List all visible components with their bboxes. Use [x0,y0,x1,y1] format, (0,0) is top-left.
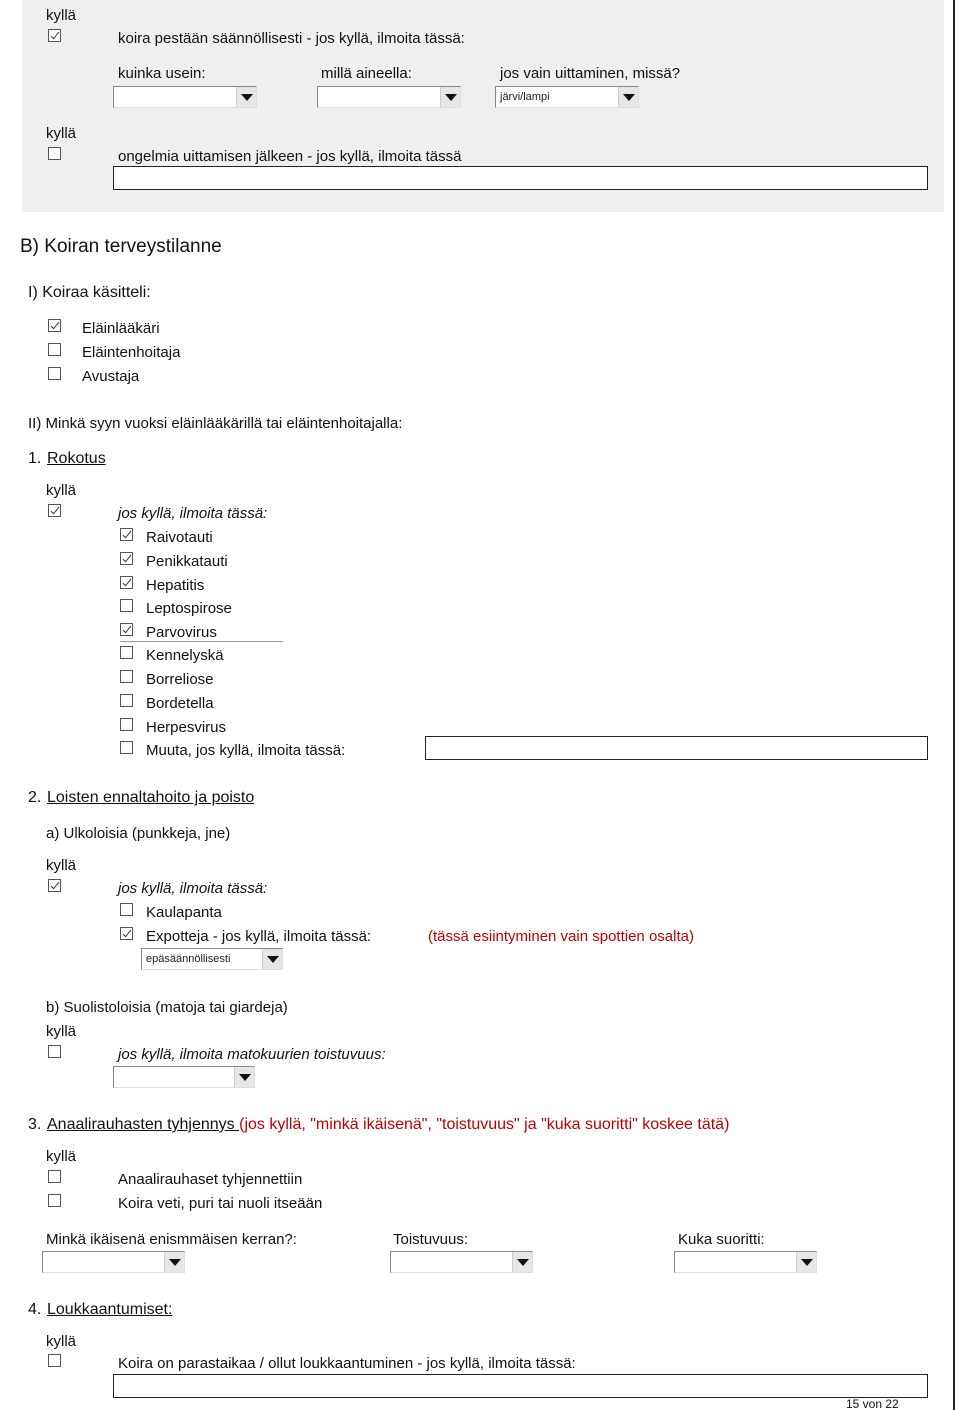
external-parasites-checkbox[interactable] [48,879,61,892]
vaccine-label: Penikkatauti [146,553,228,570]
yes-label: kyllä [46,7,77,24]
left-strip [0,212,22,1397]
external-parasites-prompt: jos kyllä, ilmoita tässä: [118,880,268,897]
spot-on-checkbox[interactable] [120,927,133,940]
divider [120,641,283,642]
select-value: järvi/lampi [500,91,550,103]
vaccine-label: Raivotauti [146,529,213,546]
first-age-select[interactable] [42,1251,185,1273]
with-what-label: millä aineella: [321,65,412,82]
glands-emptied-label: Anaalirauhaset tyhjennettiin [118,1171,303,1188]
vet-checkbox[interactable] [48,319,61,332]
vaccine-checkbox-herpesvirus[interactable] [120,718,133,731]
worm-frequency-select[interactable] [113,1066,255,1088]
problems-checkbox[interactable] [48,147,61,160]
caretaker-label: Eläintenhoitaja [82,344,181,361]
assistant-label: Avustaja [82,368,140,385]
handled-by-question: I) Koiraa käsitteli: [28,284,151,301]
yes-label: kyllä [46,1148,77,1165]
vaccine-checkbox-distemper[interactable] [120,552,133,565]
performed-by-label: Kuka suoritti: [678,1231,765,1248]
vaccine-label: Parvovirus [146,624,217,641]
vaccine-checkbox-parvovirus[interactable] [120,623,133,636]
internal-parasites-prompt: jos kyllä, ilmoita matokuurien toistuvuus: [118,1046,386,1063]
dog-licked-label: Koira veti, puri tai nuoli itseään [118,1195,323,1212]
external-parasites-title: a) Ulkoloisia (punkkeja, jne) [46,825,231,842]
with-what-select[interactable] [317,86,461,108]
yes-label: kyllä [46,125,77,142]
vaccination-title: Rokotus [47,450,106,467]
injury-input[interactable] [113,1374,928,1398]
select-value: epäsäännöllisesti [146,953,231,965]
page-number: 15 von 22 [846,1397,899,1410]
vaccine-checkbox-other[interactable] [120,741,133,754]
where-select[interactable] [495,86,639,108]
how-often-select[interactable] [113,86,257,108]
dropdown-arrow-icon [796,1252,816,1272]
vaccine-label: Leptospirose [146,600,232,617]
spot-on-note: (tässä esiintyminen vain spottien osalta) [428,928,694,945]
assistant-checkbox[interactable] [48,367,61,380]
anal-title: Anaalirauhasten tyhjennys [47,1116,240,1133]
section-b-title: B) Koiran terveystilanne [20,236,222,257]
vaccine-label: Muuta, jos kyllä, ilmoita tässä: [146,742,346,759]
vaccination-prompt: jos kyllä, ilmoita tässä: [118,505,268,522]
dropdown-arrow-icon [262,949,282,969]
dropdown-arrow-icon [234,1067,254,1087]
yes-label: kyllä [46,857,77,874]
injuries-number: 4. [28,1301,42,1318]
reason-question: II) Minkä syyn vuoksi eläinlääkärillä tai eläintenhoitajalla: [28,415,403,432]
vaccine-label: Herpesvirus [146,719,227,736]
anal-heading [47,1116,729,1134]
frequency-label: Toistuvuus: [393,1231,469,1248]
dropdown-arrow-icon [512,1252,532,1272]
dog-licked-checkbox[interactable] [48,1194,61,1207]
spot-on-select[interactable] [141,948,283,970]
vaccine-label: Kennelyskä [146,647,224,664]
internal-parasites-title: b) Suolistoloisia (matoja tai giardeja) [46,999,288,1016]
vaccine-checkbox-bordetella[interactable] [120,694,133,707]
anal-number: 3. [28,1116,42,1133]
yes-label: kyllä [46,1333,77,1350]
collar-checkbox[interactable] [120,903,133,916]
collar-label: Kaulapanta [146,904,222,921]
yes-label: kyllä [46,482,77,499]
where-label: jos vain uittaminen, missä? [500,65,681,82]
vaccine-checkbox-borreliosis[interactable] [120,670,133,683]
wash-checkbox[interactable] [48,29,61,42]
page-border-right [953,0,955,1410]
injury-label: Koira on parastaikaa / ollut loukkaantuminen - jos kyllä, ilmoita tässä: [118,1355,576,1372]
dropdown-arrow-icon [618,87,638,107]
problems-input[interactable] [113,166,928,190]
vaccine-checkbox-leptospirosis[interactable] [120,599,133,612]
dropdown-arrow-icon [164,1252,184,1272]
caretaker-checkbox[interactable] [48,343,61,356]
vaccine-label: Bordetella [146,695,214,712]
problems-label: ongelmia uittamisen jälkeen - jos kyllä, ilmoita tässä [118,148,462,165]
frequency-select[interactable] [390,1251,533,1273]
vaccine-checkbox-kennel-cough[interactable] [120,646,133,659]
vaccine-checkbox-rabies[interactable] [120,528,133,541]
parasites-title: Loisten ennaltahoito ja poisto [47,789,255,806]
injuries-title: Loukkaantumiset: [47,1301,173,1318]
parasites-number: 2. [28,789,42,806]
glands-emptied-checkbox[interactable] [48,1170,61,1183]
vaccination-checkbox[interactable] [48,504,61,517]
vaccine-label: Borreliose [146,671,214,688]
injury-checkbox[interactable] [48,1354,61,1367]
performed-by-select[interactable] [674,1251,817,1273]
yes-label: kyllä [46,1023,77,1040]
internal-parasites-checkbox[interactable] [48,1045,61,1058]
how-often-label: kuinka usein: [118,65,206,82]
vaccination-number: 1. [28,450,42,467]
dropdown-arrow-icon [440,87,460,107]
vaccine-checkbox-hepatitis[interactable] [120,576,133,589]
wash-label: koira pestään säännöllisesti - jos kyllä, ilmoita tässä: [118,30,465,47]
anal-note: (jos kyllä, "minkä ikäisenä", "toistuvuus" ja "kuka suoritti" koskee tätä) [239,1116,730,1133]
vet-label: Eläinlääkäri [82,320,160,337]
first-age-label: Minkä ikäisenä enismmäisen kerran?: [46,1231,297,1248]
spot-on-label: Expotteja - jos kyllä, ilmoita tässä: [146,928,372,945]
dropdown-arrow-icon [236,87,256,107]
vaccine-other-input[interactable] [425,736,928,760]
vaccine-label: Hepatitis [146,577,205,594]
